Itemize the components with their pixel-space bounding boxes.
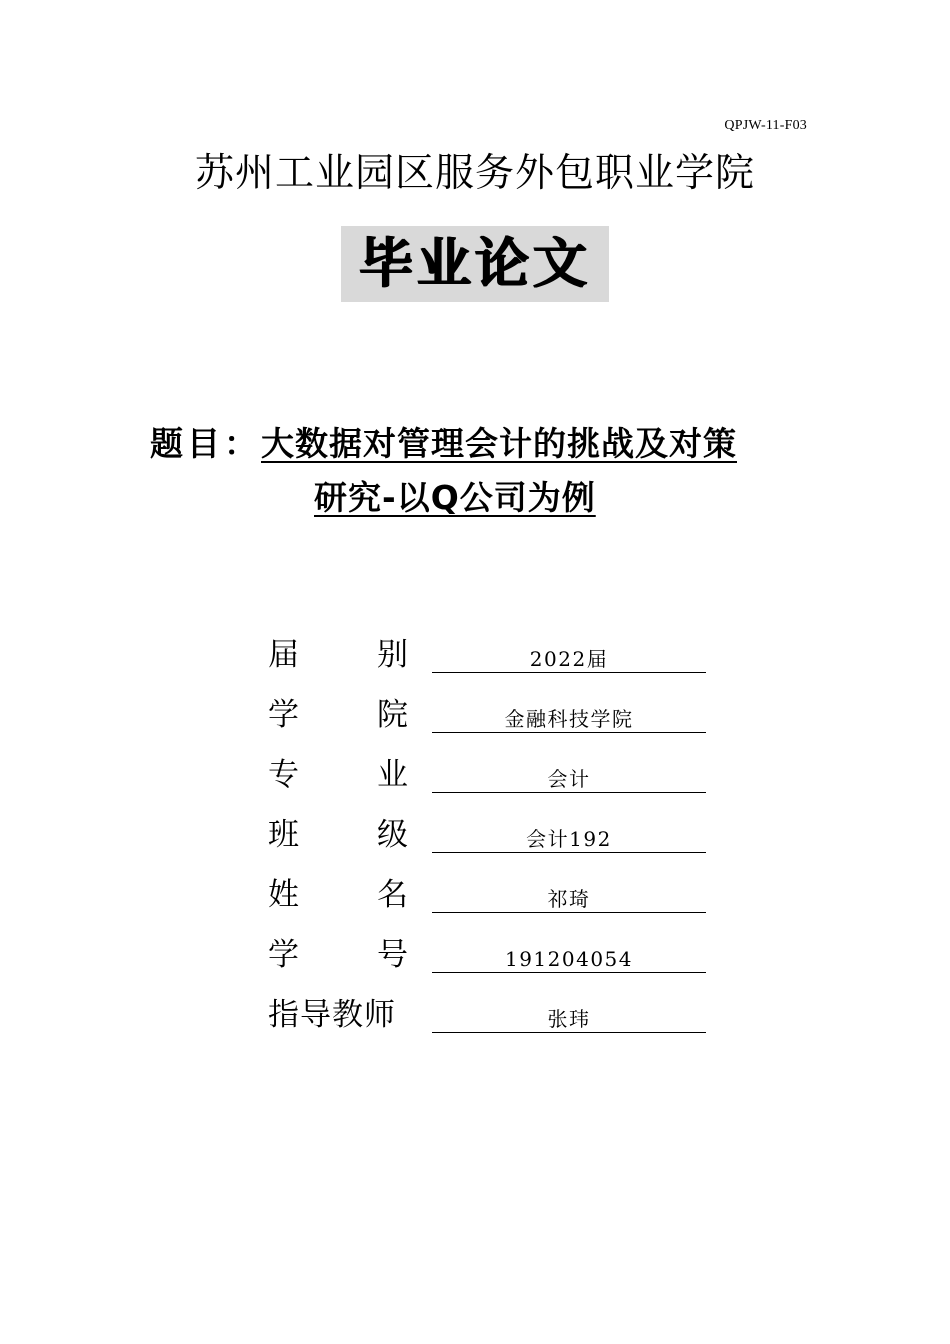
- info-label-char: 学: [268, 697, 299, 733]
- info-label-char: 届: [268, 637, 299, 673]
- info-label: [268, 754, 408, 796]
- info-label-char: 别: [377, 637, 408, 673]
- info-row-advisor: [268, 994, 708, 1054]
- info-label: [268, 634, 408, 676]
- info-label-char: 号: [377, 937, 408, 973]
- thesis-type-title: 毕业论文: [359, 232, 591, 295]
- info-row-student-id: [268, 934, 708, 994]
- info-value-college: 金融科技学院: [432, 702, 706, 733]
- info-label-char: 业: [377, 757, 408, 793]
- info-label: [268, 874, 408, 916]
- topic-line-1: [150, 420, 810, 468]
- info-label-char: 院: [377, 697, 408, 733]
- topic-block: [150, 420, 810, 522]
- info-value-major: 会计: [432, 762, 706, 793]
- info-row-class: [268, 814, 708, 874]
- info-label-char: 级: [377, 817, 408, 853]
- thesis-type-banner: [341, 226, 609, 302]
- info-row-major: [268, 754, 708, 814]
- info-label-char: 学: [268, 937, 299, 973]
- info-label: [268, 934, 408, 976]
- info-table: [268, 634, 708, 1054]
- info-value-class: 会计192: [432, 822, 706, 853]
- topic-label: 题目：: [150, 424, 261, 463]
- info-value-advisor: 张玮: [432, 1002, 706, 1033]
- info-value-name: 祁琦: [432, 882, 706, 913]
- info-label: [268, 694, 408, 736]
- document-code: QPJW-11-F03: [724, 118, 807, 133]
- topic-text-line-2: 研究-以Q公司为例: [314, 478, 596, 517]
- info-row-college: [268, 694, 708, 754]
- info-label-char: 姓: [268, 877, 299, 913]
- topic-text-line-1: 大数据对管理会计的挑战及对策: [261, 424, 737, 463]
- info-label-text: 指导教师: [268, 997, 396, 1033]
- info-value-session: 2022届: [432, 642, 706, 673]
- info-label: [268, 994, 408, 1036]
- info-row-name: [268, 874, 708, 934]
- school-name: 苏州工业园区服务外包职业学院: [194, 151, 755, 196]
- info-label-char: 班: [268, 817, 299, 853]
- info-value-student-id: 191204054: [432, 942, 706, 973]
- info-label-char: 名: [377, 877, 408, 913]
- info-label: [268, 814, 408, 856]
- info-row-session: [268, 634, 708, 694]
- info-label-char: 专: [268, 757, 299, 793]
